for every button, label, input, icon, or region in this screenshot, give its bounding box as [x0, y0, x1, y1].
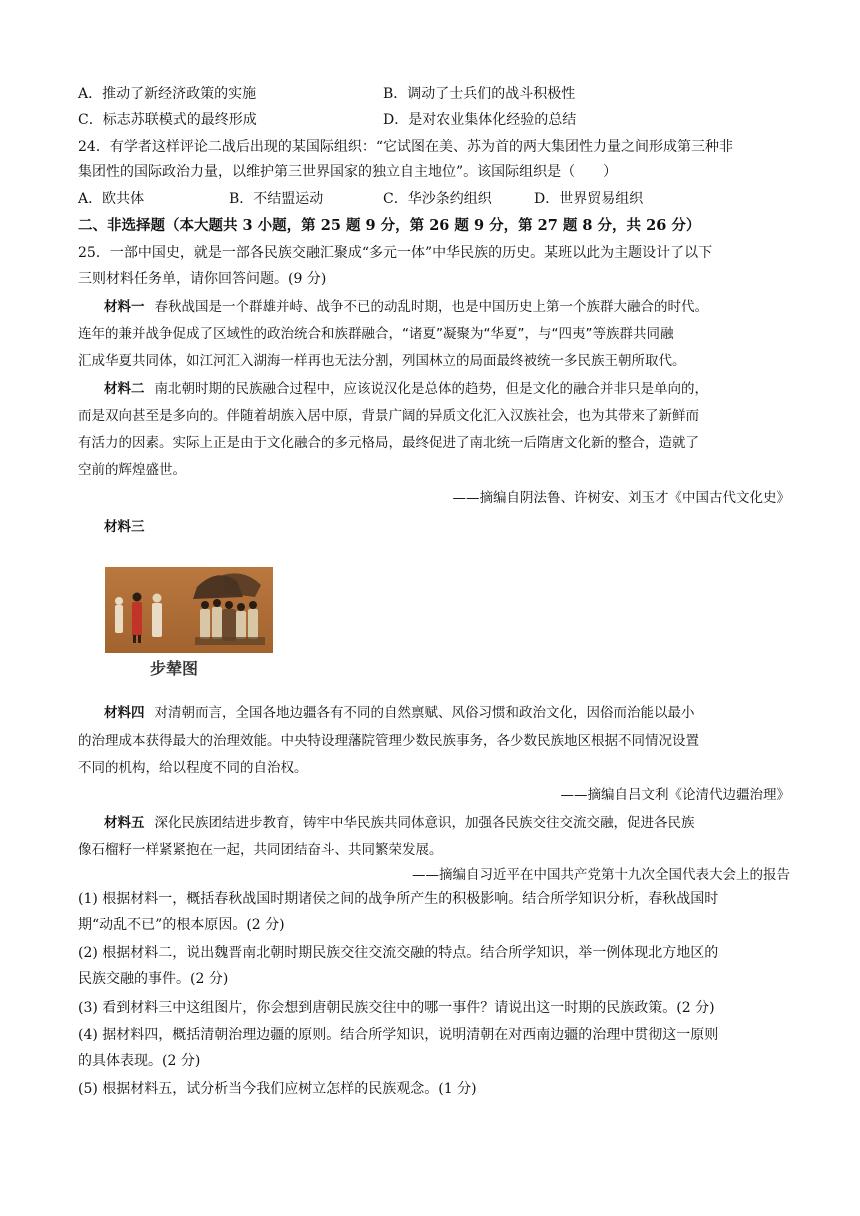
q23-option-a: A．推动了新经济政策的实施 [78, 86, 257, 102]
q24-option-d: D．世界贸易组织 [534, 191, 644, 207]
subquestion-1-line-2: 期“动乱不已”的根本原因。(2 分) [78, 917, 285, 933]
material-4-line-3: 不同的机构，给以程度不同的自治权。 [78, 760, 308, 776]
material-2-line-1 [104, 379, 790, 399]
q23-option-c: C．标志苏联模式的最终形成 [78, 112, 257, 128]
material-2-text-1: 南北朝时期的民族融合过程中，应该说汉化是总体的趋势，但是文化的融合并非只是单向的， [154, 381, 708, 397]
material-1-text-1: 春秋战国是一个群雄并峙、战争不已的动乱时期，也是中国历史上第一个族群大融合的时代。 [154, 299, 708, 315]
material-2-line-3: 有活力的因素。实际上正是由于文化融合的多元格局，最终促进了南北统一后隋唐文化新的整合，造就了 [78, 435, 699, 451]
material-2-line-4: 空前的辉煌盛世。 [78, 462, 186, 478]
painting-caption: 步辇图 [150, 659, 199, 678]
subquestion-2-line-2: 民族交融的事件。(2 分) [78, 971, 229, 987]
q24-stem-line-1: 24．有学者这样评论二战后出现的某国际组织：“它试图在美、苏为首的两大集团性力量之间形成第三种非 [78, 139, 733, 155]
material-2-label: 材料二 [104, 381, 145, 397]
q24-option-b: B．不结盟运动 [229, 191, 324, 207]
material-4-line-2: 的治理成本获得最大的治理效能。中央特设理藩院管理少数民族事务，各少数民族地区根据不同情况设置 [78, 733, 699, 749]
q25-intro-line-2: 三则材料任务单，请你回答问题。(9 分) [78, 271, 327, 287]
material-5-text-1: 深化民族团结进步教育，铸牢中华民族共同体意识，加强各民族交往交流交融，促进各民族 [154, 815, 695, 831]
q24-option-c: C．华沙条约组织 [383, 191, 492, 207]
subquestion-4-line-2: 的具体表现。(2 分) [78, 1053, 201, 1069]
material-1-line-1 [104, 297, 790, 317]
q23-option-b: B．调动了士兵们的战斗积极性 [383, 86, 576, 102]
q25-intro-line-1: 25．一部中国史，就是一部各民族交融汇聚成“多元一体”中华民族的历史。某班以此为主题设计了以下 [78, 245, 713, 261]
material-2-line-2: 而是双向甚至是多向的。伴随着胡族入居中原，背景广阔的异质文化汇入汉族社会，也为其带来了新鲜而 [78, 408, 699, 424]
material-3-label: 材料三 [104, 519, 145, 535]
bunian-tu-painting [105, 567, 273, 653]
material-1-line-3: 汇成华夏共同体，如江河汇入湖海一样再也无法分割，列国林立的局面最终被统一多民族王朝所取代。 [78, 353, 686, 369]
subquestion-5-line-1: (5) 根据材料五，试分析当今我们应树立怎样的民族观念。(1 分) [78, 1081, 477, 1097]
q23-option-d: D．是对农业集体化经验的总结 [383, 112, 577, 128]
material-2-source: ——摘编自阴法鲁、许树安、刘玉才《中国古代文化史》 [452, 490, 790, 506]
material-4-label: 材料四 [104, 705, 145, 721]
material-1-line-2: 连年的兼并战争促成了区域性的政治统合和族群融合，“诸夏”凝聚为“华夏”，与“四夷”等族群共同融 [78, 326, 674, 342]
material-4-source: ——摘编自吕文利《论清代边疆治理》 [560, 787, 790, 803]
material-5-line-2: 像石榴籽一样紧紧抱在一起，共同团结奋斗、共同繁荣发展。 [78, 842, 443, 858]
q24-stem-line-2: 集团性的国际政治力量，以维护第三世界国家的独立自主地位”。该国际组织是（ ） [78, 164, 618, 180]
subquestion-3-line-1: (3) 看到材料三中这组图片，你会想到唐朝民族交往中的哪一事件？请说出这一时期的民族政策。(2 分) [78, 1000, 715, 1016]
subquestion-1-line-1: (1) 根据材料一，概括春秋战国时期诸侯之间的战争所产生的积极影响。结合所学知识分析，春秋战国时 [78, 891, 719, 907]
painting-image [105, 567, 273, 653]
material-5-label: 材料五 [104, 815, 145, 831]
material-5-line-1 [104, 813, 790, 833]
material-4-text-1: 对清朝而言，全国各地边疆各有不同的自然禀赋、风俗习惯和政治文化，因俗而治能以最小 [154, 705, 695, 721]
material-1-label: 材料一 [104, 299, 145, 315]
section-2-title: 二、非选择题（本大题共 3 小题，第 25 题 9 分，第 26 题 9 分，第 27 题 8 分，共 26 分） [78, 217, 701, 234]
material-4-line-1 [104, 703, 790, 723]
subquestion-2-line-1: (2) 根据材料二，说出魏晋南北朝时期民族交往交流交融的特点。结合所学知识，举一例体现北方地区的 [78, 945, 719, 961]
material-5-source: ——摘编自习近平在中国共产党第十九次全国代表大会上的报告 [412, 867, 790, 883]
subquestion-4-line-1: (4) 据材料四，概括清朝治理边疆的原则。结合所学知识，说明清朝在对西南边疆的治理中贯彻这一原则 [78, 1027, 719, 1043]
q24-option-a: A．欧共体 [78, 191, 145, 207]
